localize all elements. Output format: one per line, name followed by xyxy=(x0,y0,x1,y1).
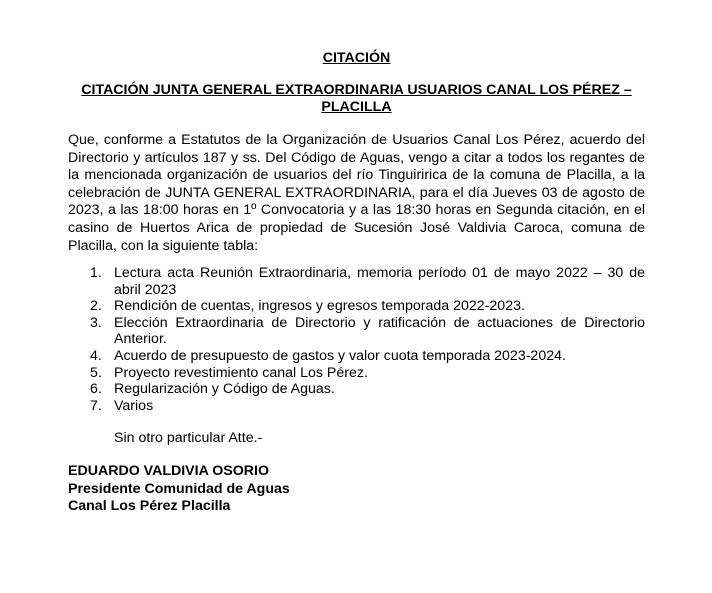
agenda-item xyxy=(68,315,645,348)
document-subtitle xyxy=(68,82,645,116)
agenda-item-number: 1. xyxy=(90,265,102,281)
document-title: CITACIÓN xyxy=(322,50,391,66)
closing-line: Sin otro particular Atte.- xyxy=(114,430,263,446)
body-paragraph: Que, conforme a Estatutos de la Organización de Usuarios Canal Los Pérez, acuerdo del Directorio y artículos 187 y ss. Del Código de Aguas, vengo a citar a todos los regantes de la mencionada organización de usuarios del río Tinguiririca de la comuna de Placilla, a la celebración de JUNTA GENERAL EXTRAORDINARIA, para el día Jueves 03 de agosto de 2023, a las 18:00 horas en 1º Convocatoria y a las 18:30 horas en Segunda citación, en el casino de Huertos Arica de propiedad de Sucesión José Valdivia Caroca, comuna de Placilla, con la siguiente tabla: xyxy=(68,132,645,254)
agenda-item-text: Acuerdo de presupuesto de gastos y valor cuota temporada 2023-2024. xyxy=(114,347,566,364)
signature-block xyxy=(68,463,290,516)
agenda-item-text: Regularización y Código de Aguas. xyxy=(114,381,335,398)
agenda-item xyxy=(68,381,645,398)
agenda-item-text: Varios xyxy=(114,397,154,414)
agenda-item-number: 6. xyxy=(90,381,102,398)
signatory-role: Presidente Comunidad de Aguas xyxy=(68,480,290,497)
signatory-name: EDUARDO VALDIVIA OSORIO xyxy=(68,463,269,479)
agenda-list xyxy=(68,265,645,414)
agenda-item-text: Lectura acta Reunión Extraordinaria, memoria período 01 de mayo 2022 – 30 de abril 2023 xyxy=(114,265,645,298)
subtitle-line-1: CITACIÓN JUNTA GENERAL EXTRAORDINARIA USUARIOS CANAL LOS PÉREZ – xyxy=(81,82,632,98)
agenda-item xyxy=(68,398,645,415)
agenda-item xyxy=(68,265,645,298)
agenda-item-text: Elección Extraordinaria de Directorio y ratificación de actuaciones de Directorio Anterior. xyxy=(114,314,645,348)
signatory-organization: Canal Los Pérez Placilla xyxy=(68,498,231,514)
agenda-item-number: 3. xyxy=(90,314,102,331)
agenda-item xyxy=(68,365,645,382)
agenda-item-text: Proyecto revestimiento canal Los Pérez. xyxy=(114,364,368,381)
agenda-item xyxy=(68,348,645,365)
agenda-item-number: 5. xyxy=(90,364,102,381)
agenda-item-number: 4. xyxy=(90,347,102,364)
agenda-item xyxy=(68,298,645,315)
agenda-item-number: 7. xyxy=(90,397,102,414)
agenda-item-number: 2. xyxy=(90,298,102,315)
agenda-item-text: Rendición de cuentas, ingresos y egresos temporada 2022-2023. xyxy=(114,298,525,315)
subtitle-line-2: PLACILLA xyxy=(321,99,392,115)
